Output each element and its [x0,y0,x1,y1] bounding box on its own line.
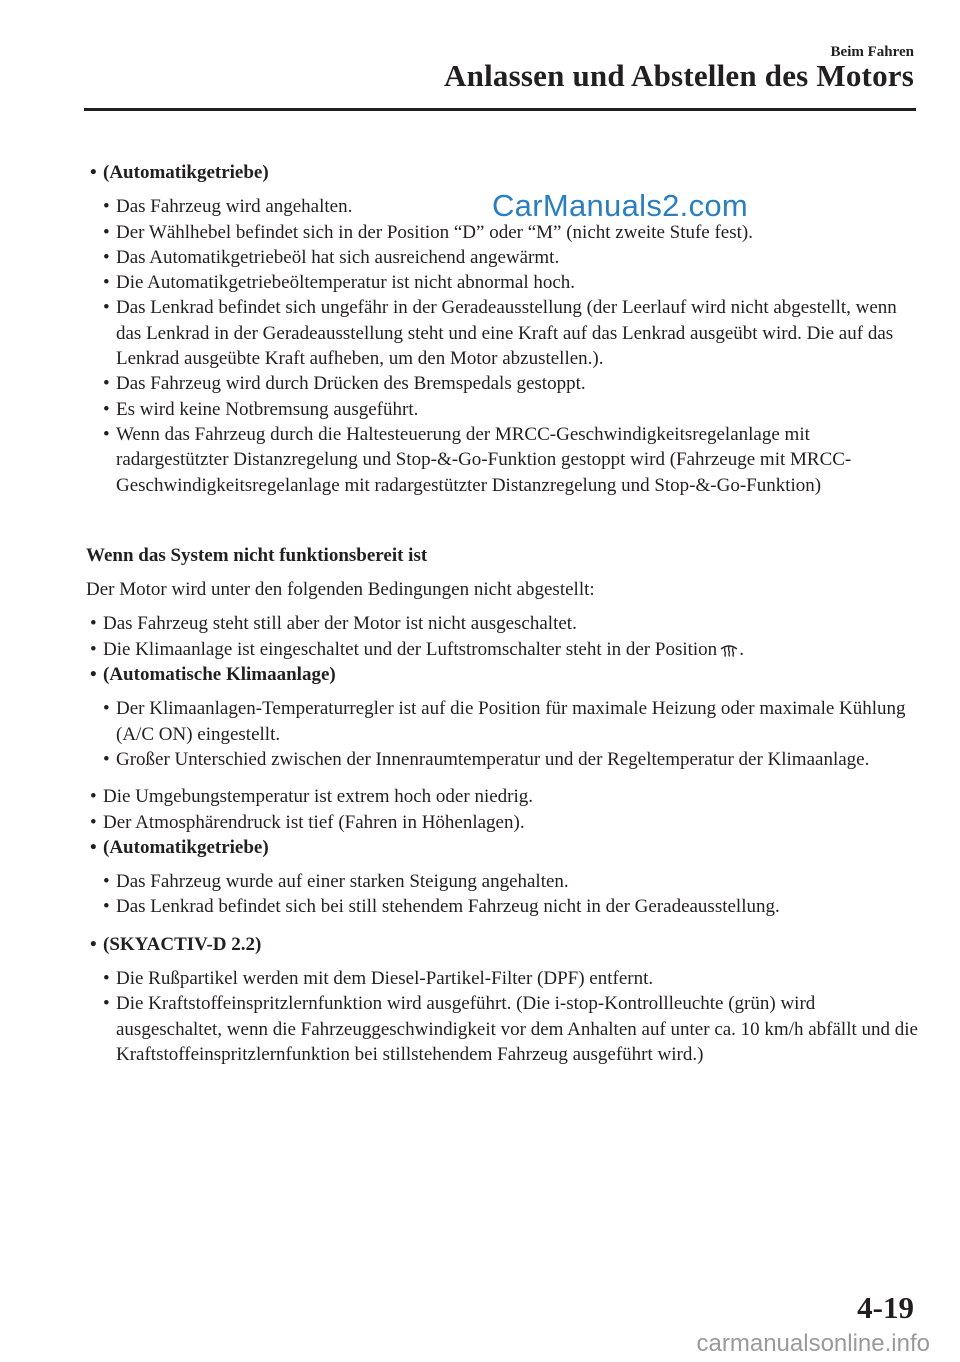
bullet-heading-skyactiv: • (SKYACTIV-D 2.2) [86,932,922,957]
list-item: • Das Fahrzeug wird angehalten. [99,194,922,219]
list-item: • Das Automatikgetriebeöl hat sich ausreichend angewärmt. [99,245,922,270]
list-item-defroster [86,637,922,662]
list-item: • Wenn das Fahrzeug durch die Haltesteuerung der MRCC-Geschwindigkeitsregelanlage mit radargestützter Distanzregelung und Stop-&-Go-Funktion gestoppt wird (Fahrzeuge mit MRCC-Geschwindigkeitsregelanlage mit radargestützter Distanzregelung und Stop-&-Go-Funktion) [99,422,922,498]
bullet-heading-automatic: • (Automatikgetriebe) [86,160,922,185]
footer-watermark: carmanualsonline.info [696,1330,930,1357]
list-item: • Die Umgebungstemperatur ist extrem hoch oder niedrig. [86,784,922,809]
list-item: • Die Automatikgetriebeöltemperatur ist nicht abnormal hoch. [99,270,922,295]
list-item: • Das Lenkrad befindet sich ungefähr in der Geradeausstellung (der Leerlauf wird nicht abgestellt, wenn das Lenkrad in der Geradeausstellung steht und eine Kraft auf das Lenkrad ausgeübt wird. Die auf das Lenkrad ausgeübte Kraft aufheben, um den Motor abzustellen.). [99,295,922,371]
page-number: 4-19 [857,1290,914,1325]
list-item-end: . [739,638,744,660]
list-item: • Großer Unterschied zwischen der Innenraumtemperatur und der Regeltemperatur der Klimaanlage. [99,747,922,772]
list-item: • Das Fahrzeug wird durch Drücken des Bremspedals gestoppt. [99,371,922,396]
list-item: • Der Atmosphärendruck ist tief (Fahren in Höhenlagen). [86,810,922,835]
list-item: • Der Wählhebel befindet sich in der Position “D” oder “M” (nicht zweite Stufe fest). [99,220,922,245]
list-item: • Das Fahrzeug wurde auf einer starken Steigung angehalten. [99,869,922,894]
header-divider [84,108,916,111]
content-body [86,160,922,1067]
list-item: • Der Klimaanlagen-Temperaturregler ist auf die Position für maximale Heizung oder maximale Kühlung (A/C ON) eingestellt. [99,696,922,747]
list-item: • Es wird keine Notbremsung ausgeführt. [99,397,922,422]
page-title: Anlassen und Abstellen des Motors [444,58,914,93]
list-item: • Die Rußpartikel werden mit dem Diesel-Partikel-Filter (DPF) entfernt. [99,966,922,991]
watermark-logo: CarManuals2.com [492,188,749,223]
bullet-heading-automatic: • (Automatikgetriebe) [86,835,922,860]
section-name: Beim Fahren [830,44,914,60]
subsection-heading: Wenn das System nicht funktionsbereit ist [86,544,428,566]
list-item: • Die Kraftstoffeinspritzlernfunktion wird ausgeführt. (Die i-stop-Kontrollleuchte (grün) wird ausgeschaltet, wenn die Fahrzeuggeschwindigkeit vor dem Anhalten auf unter ca. 10 km/h abfällt und die Kraftstoffeinspritzlernfunktion bei stillstehendem Fahrzeug ausgeführt wird.) [99,991,922,1067]
list-item: • Das Fahrzeug steht still aber der Motor ist nicht ausgeschaltet. [86,611,922,636]
defroster-icon [719,639,739,655]
list-item: • Das Lenkrad befindet sich bei still stehendem Fahrzeug nicht in der Geradeausstellung. [99,894,922,919]
intro-text: Der Motor wird unter den folgenden Bedingungen nicht abgestellt: [86,579,595,601]
bullet-heading-climate: • (Automatische Klimaanlage) [86,662,922,687]
list-item-text: Die Klimaanlage ist eingeschaltet und der Luftstromschalter steht in der Position [103,638,718,660]
